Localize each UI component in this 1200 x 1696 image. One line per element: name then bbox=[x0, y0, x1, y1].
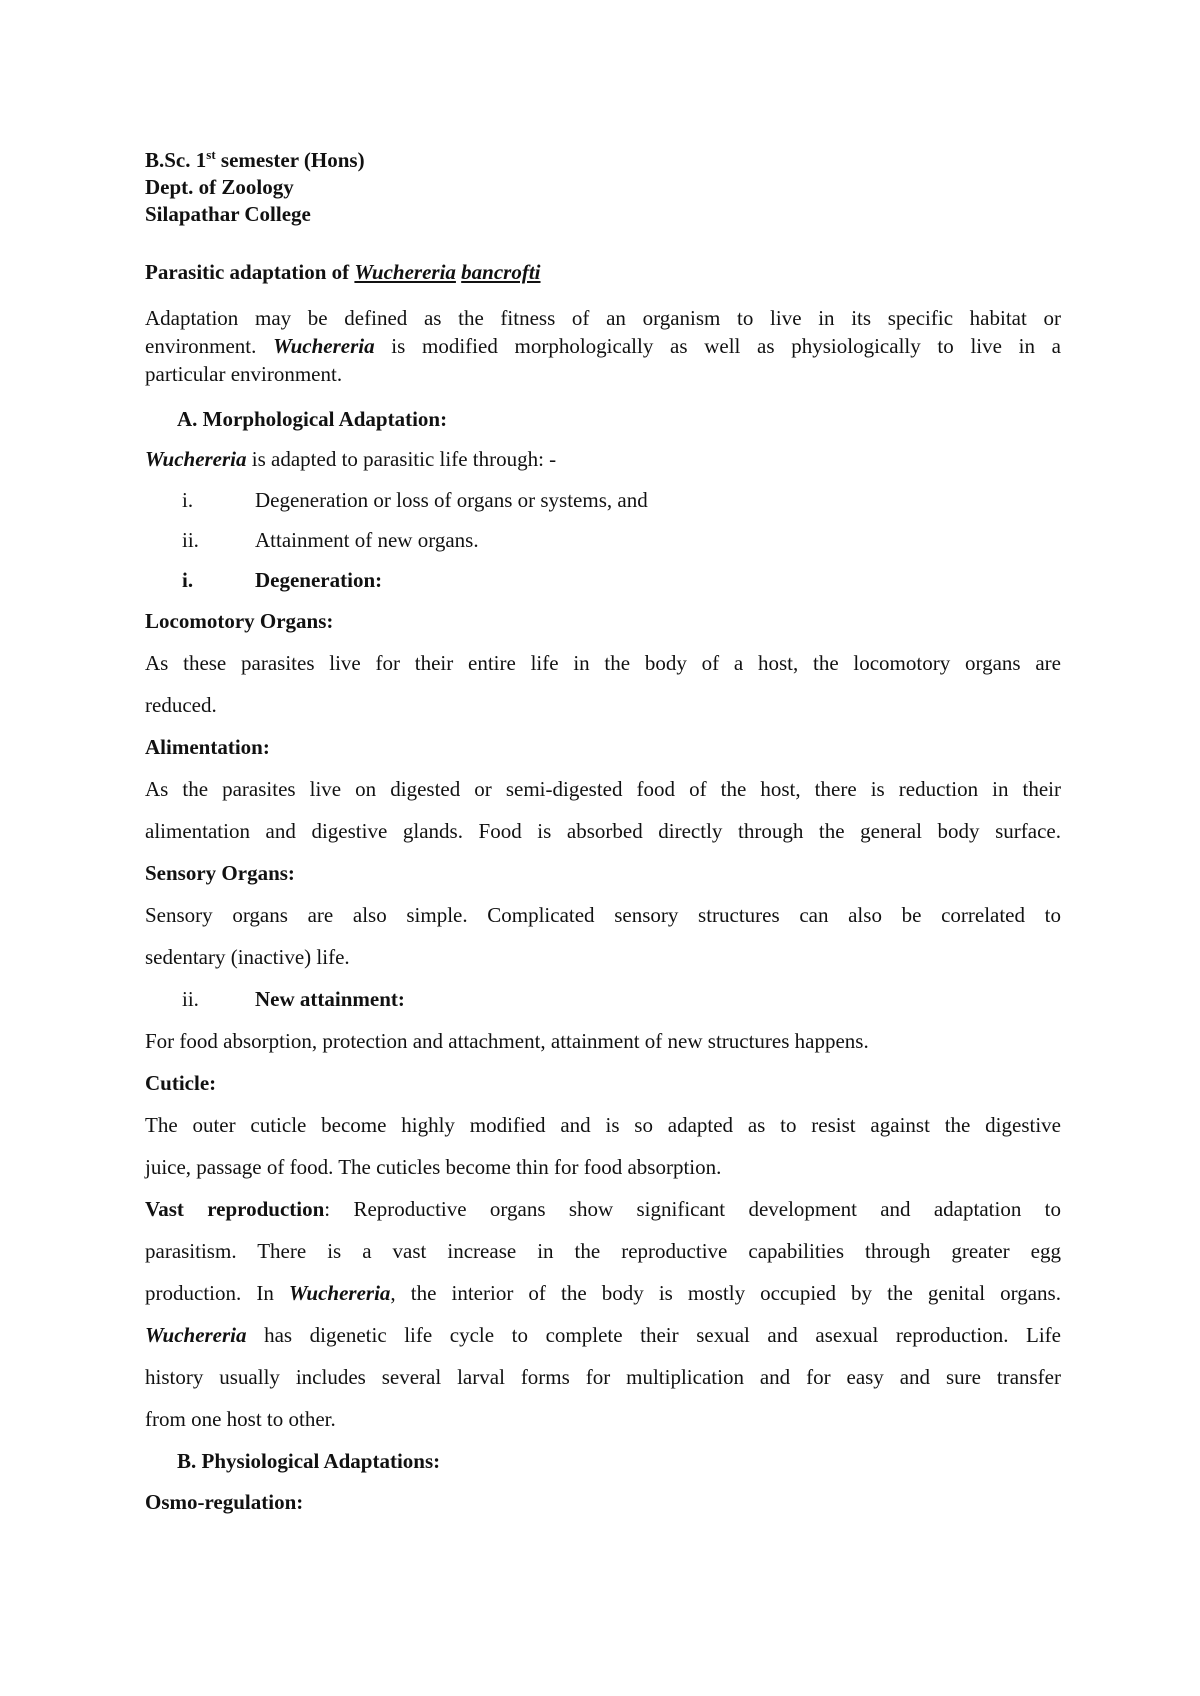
list-item bbox=[182, 527, 479, 553]
department: Dept. of Zoology bbox=[145, 175, 294, 199]
lead-genus: Wuchereria bbox=[145, 447, 247, 471]
list-number: i. bbox=[182, 488, 194, 512]
section-b-title: Physiological Adaptations: bbox=[201, 1449, 441, 1473]
section-a-heading bbox=[177, 406, 447, 432]
course-line bbox=[145, 147, 365, 173]
locomotory-line-2: reduced. bbox=[145, 693, 217, 717]
intro-genus: Wuchereria bbox=[273, 334, 375, 358]
alimentation-line-1: As the parasites live on digested or semi-digested food of the host, there is reduction in their bbox=[145, 777, 1061, 801]
section-b-heading bbox=[177, 1448, 440, 1474]
reproduction-genus: Wuchereria bbox=[288, 1281, 391, 1305]
list-text: Attainment of new organs. bbox=[255, 528, 479, 552]
intro-line-2 bbox=[145, 333, 1061, 359]
section-a-lead bbox=[145, 446, 556, 472]
reproduction-heading: Vast reproduction bbox=[145, 1197, 325, 1221]
locomotory-heading: Locomotory Organs: bbox=[145, 609, 334, 633]
intro-line-1: Adaptation may be defined as the fitness of an organism to live in its specific habitat or bbox=[145, 306, 1061, 330]
new-attainment-title: New attainment: bbox=[255, 987, 405, 1011]
reproduction-line-5: history usually includes several larval forms for multiplication and for easy and sure transfer bbox=[145, 1365, 1061, 1389]
alimentation-line-2: alimentation and digestive glands. Food is absorbed directly through the general body surface. bbox=[145, 819, 1061, 843]
section-a-title: Morphological Adaptation: bbox=[202, 407, 448, 431]
course-text-suffix: semester (Hons) bbox=[215, 148, 365, 172]
lead-text: is adapted to parasitic life through: - bbox=[246, 447, 557, 471]
title-species: bancrofti bbox=[461, 260, 541, 284]
new-attainment-line-1: For food absorption, protection and attachment, attainment of new structures happens. bbox=[145, 1029, 869, 1053]
cuticle-line-2: juice, passage of food. The cuticles become thin for food absorption. bbox=[145, 1155, 722, 1179]
reproduction-text: has digenetic life cycle to complete their sexual and asexual reproduction. Life bbox=[246, 1323, 1061, 1347]
list-text: Degeneration or loss of organs or systems, and bbox=[255, 488, 648, 512]
reproduction-text-rest: , the interior of the body is mostly occupied by the genital organs. bbox=[390, 1281, 1061, 1305]
reproduction-line-6: from one host to other. bbox=[145, 1407, 336, 1431]
list-number: ii. bbox=[182, 528, 199, 552]
degeneration-heading bbox=[182, 567, 382, 593]
reproduction-line-3 bbox=[145, 1280, 1061, 1306]
section-b-marker: B. bbox=[177, 1449, 197, 1473]
cuticle-heading: Cuticle: bbox=[145, 1071, 217, 1095]
sensory-line-1: Sensory organs are also simple. Complicated sensory structures can also be correlated to bbox=[145, 903, 1061, 927]
course-text: B.Sc. 1 bbox=[145, 148, 207, 172]
new-attainment-number: ii. bbox=[182, 987, 199, 1011]
section-a-marker: A. bbox=[177, 407, 198, 431]
intro-line-3: particular environment. bbox=[145, 362, 343, 386]
course-superscript: st bbox=[206, 147, 216, 162]
intro-text-rest: is modified morphologically as well as physiologically to live in a bbox=[374, 334, 1061, 358]
intro-text: environment. bbox=[145, 334, 274, 358]
reproduction-line-4 bbox=[145, 1322, 1061, 1348]
title-prefix: Parasitic adaptation of bbox=[145, 260, 355, 284]
reproduction-text: : Reproductive organs show significant development and adaptation to bbox=[324, 1197, 1061, 1221]
reproduction-line-1 bbox=[145, 1196, 1061, 1222]
locomotory-line-1: As these parasites live for their entire life in the body of a host, the locomotory organs are bbox=[145, 651, 1061, 675]
degeneration-title: Degeneration: bbox=[255, 568, 383, 592]
new-attainment-heading bbox=[182, 986, 405, 1012]
cuticle-line-1: The outer cuticle become highly modified and is so adapted as to resist against the digestive bbox=[145, 1113, 1061, 1137]
sensory-line-2: sedentary (inactive) life. bbox=[145, 945, 350, 969]
sensory-heading: Sensory Organs: bbox=[145, 861, 295, 885]
college-name: Silapathar College bbox=[145, 202, 311, 226]
reproduction-text: production. In bbox=[145, 1281, 289, 1305]
reproduction-genus: Wuchereria bbox=[145, 1323, 247, 1347]
reproduction-line-2: parasitism. There is a vast increase in the reproductive capabilities through greater egg bbox=[145, 1239, 1061, 1263]
document-title bbox=[145, 259, 541, 285]
degeneration-number: i. bbox=[182, 568, 194, 592]
title-genus: Wuchereria bbox=[354, 260, 456, 284]
alimentation-heading: Alimentation: bbox=[145, 735, 270, 759]
osmo-regulation-heading: Osmo-regulation: bbox=[145, 1490, 304, 1514]
list-item bbox=[182, 487, 648, 513]
